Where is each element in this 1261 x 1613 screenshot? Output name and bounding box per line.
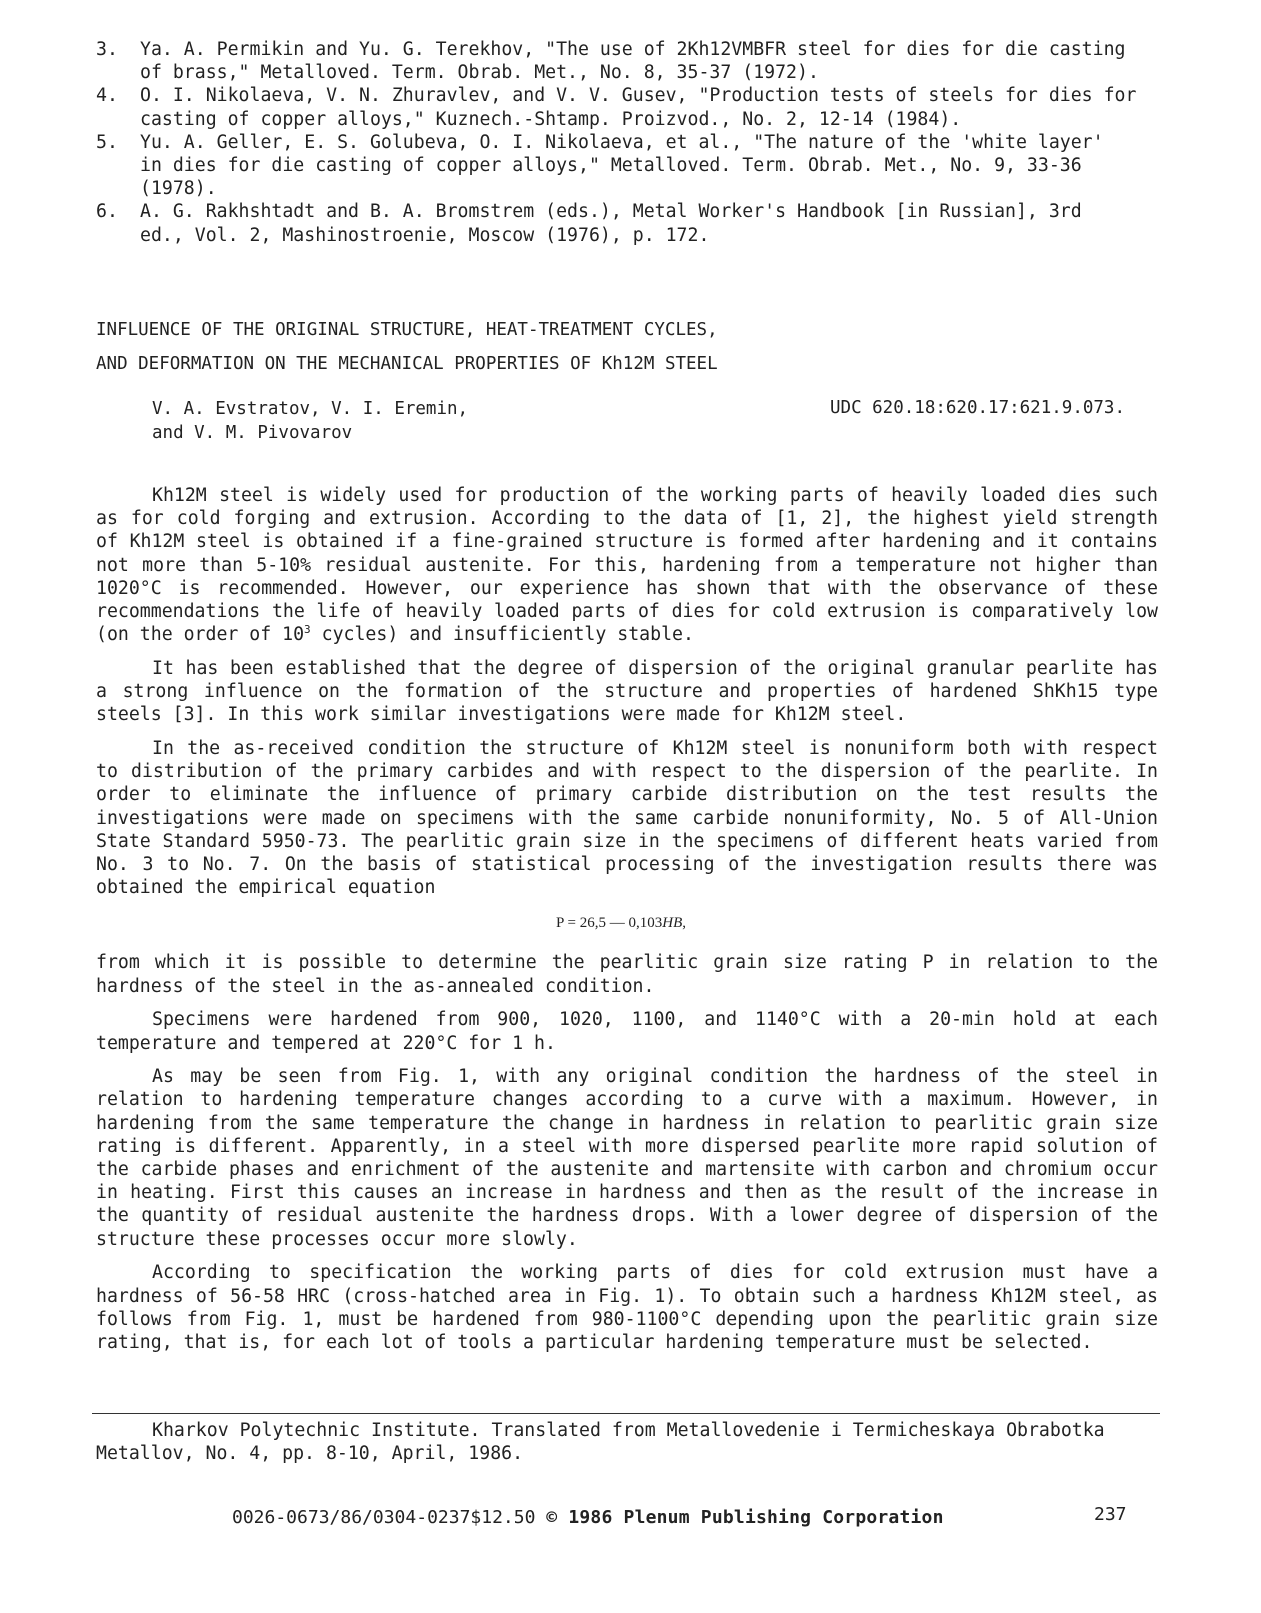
reference-list	[92, 38, 1212, 247]
paragraph: Specimens were hardened from 900, 1020, 1100, and 1140°C with a 20-min hold at each temperature and tempered at 220°C for 1 h.	[96, 1009, 1158, 1054]
reference-line: ed., Vol. 2, Mashinostroenie, Moscow (1976), p. 172.	[140, 224, 710, 246]
reference-line: Yu. A. Geller, E. S. Golubeva, O. I. Nikolaeva, et al., "The nature of the 'white layer'	[140, 131, 1104, 153]
page-number: 237	[1094, 1504, 1127, 1525]
reference-line: in dies for die casting of copper alloys," Metalloved. Term. Obrab. Met., No. 9, 33-36	[140, 155, 1082, 177]
udc-code: UDC 620.18:620.17:621.9.073.	[830, 398, 1126, 418]
reference-item	[92, 131, 1212, 201]
paragraph: As may be seen from Fig. 1, with any original condition the hardness of the steel in relation to hardening temperature changes according to a curve with a maximum. However, in hardening from the same temperature the change in hardness in relation to pearlitic grain size rating is different. Apparently, in a steel with more dispersed pearlite more rapid solution of the carbide phases and enrichment of the austenite and martensite with carbon and chromium occur in heating. First this causes an increase in hardness and then as the result of the increase in the quantity of residual austenite the hardness drops. With a lower degree of dispersion of the structure these processes occur more slowly.	[96, 1066, 1158, 1250]
paragraph: from which it is possible to determine the pearlitic grain size rating P in relation to the hardness of the steel in the as-annealed condition.	[96, 952, 1158, 997]
reference-line: Ya. A. Permikin and Yu. G. Terekhov, "The use of 2Kh12VMBFR steel for dies for die casting	[140, 39, 1126, 60]
article-body	[96, 484, 1158, 1365]
reference-number: 5.	[96, 131, 118, 153]
article-code: 0026-0673/86/0304-0237$12.50	[232, 1507, 536, 1528]
reference-number: 3.	[96, 39, 118, 60]
paragraph: It has been established that the degree of dispersion of the original granular pearlite has a strong influence on the formation of the structure and properties of hardened ShKh15 type steels [3]. In this work similar investigations were made for Kh12M steel.	[96, 657, 1158, 726]
reference-item	[92, 38, 1212, 84]
authors-line: V. A. Evstratov, V. I. Eremin,	[152, 399, 469, 419]
article-title-line: INFLUENCE OF THE ORIGINAL STRUCTURE, HEAT-TREATMENT CYCLES,	[96, 320, 718, 340]
equation-text: P = 26,5 — 0,103	[556, 915, 663, 932]
affiliation-line: Metallov, No. 4, pp. 8-10, April, 1986.	[96, 1443, 524, 1465]
footnote-divider	[92, 1413, 1160, 1414]
publisher-copyright: © 1986 Plenum Publishing Corporation	[546, 1507, 944, 1528]
paragraph	[96, 484, 1158, 646]
superscript: 3	[304, 623, 311, 637]
paragraph: According to specification the working parts of dies for cold extrusion must have a hardness of 56-58 HRC (cross-hatched area in Fig. 1). To obtain such a hardness Kh12M steel, as follows from Fig. 1, must be hardened from 980-1100°C depending upon the pearlitic grain size rating, that is, for each lot of tools a particular hardening temperature must be selected.	[96, 1262, 1158, 1353]
article-title-line: AND DEFORMATION ON THE MECHANICAL PROPERTIES OF Kh12M STEEL	[96, 354, 718, 374]
reference-number: 6.	[96, 201, 118, 223]
paragraph-text: Kh12M steel is widely used for production of the working parts of heavily loaded dies such as for cold forging and extrusion. According to the data of [1, 2], the highest yield strength of Kh12M steel is obtained if a fine-grained structure is formed after hardening and it contains not more than 5-10% residual austenite. For this, hardening from a temperature not higher than 1020°C is recommended. However, our experience has shown that with the observance of these recommendations the life of heavily loaded parts of dies for cold extrusion is comparatively low (on the order of 10	[96, 485, 1158, 646]
reference-line: A. G. Rakhshtadt and B. A. Bromstrem (eds.), Metal Worker's Handbook [in Russian], 3rd	[140, 201, 1082, 223]
reference-item	[92, 84, 1212, 130]
reference-line: (1978).	[140, 178, 217, 200]
equation-text: ,	[682, 915, 686, 932]
affiliation-line: Kharkov Polytechnic Institute. Translated from Metallovedenie i Termicheskaya Obrabotka	[152, 1420, 1105, 1441]
paragraph-text: cycles) and insufficiently stable.	[310, 624, 694, 646]
reference-line: O. I. Nikolaeva, V. N. Zhuravlev, and V. V. Gusev, "Production tests of steels for dies for	[140, 85, 1137, 107]
reference-line: casting of copper alloys," Kuznech.-Shtamp. Proizvod., No. 2, 12-14 (1984).	[140, 108, 962, 130]
affiliation-footnote	[96, 1419, 1166, 1465]
authors	[152, 397, 632, 445]
reference-item	[92, 200, 1212, 246]
reference-line: of brass," Metalloved. Term. Obrab. Met., No. 8, 35-37 (1972).	[140, 62, 819, 84]
equation	[84, 913, 1158, 933]
article-title	[96, 313, 1196, 381]
paragraph: In the as-received condition the structure of Kh12M steel is nonuniform both with respect to distribution of the primary carbides and with respect to the dispersion of the pearlite. In order to eliminate the influence of primary carbide distribution on the test results the investigations were made on specimens with the same carbide nonuniformity, No. 5 of All-Union State Standard 5950-73. The pearlitic grain size in the specimens of different heats varied from No. 3 to No. 7. On the basis of statistical processing of the investigation results there was obtained the empirical equation	[96, 738, 1158, 899]
authors-line: and V. M. Pivovarov	[152, 423, 353, 443]
equation-variable: HB	[662, 915, 683, 932]
copyright-line	[232, 1506, 944, 1529]
reference-number: 4.	[96, 85, 118, 107]
